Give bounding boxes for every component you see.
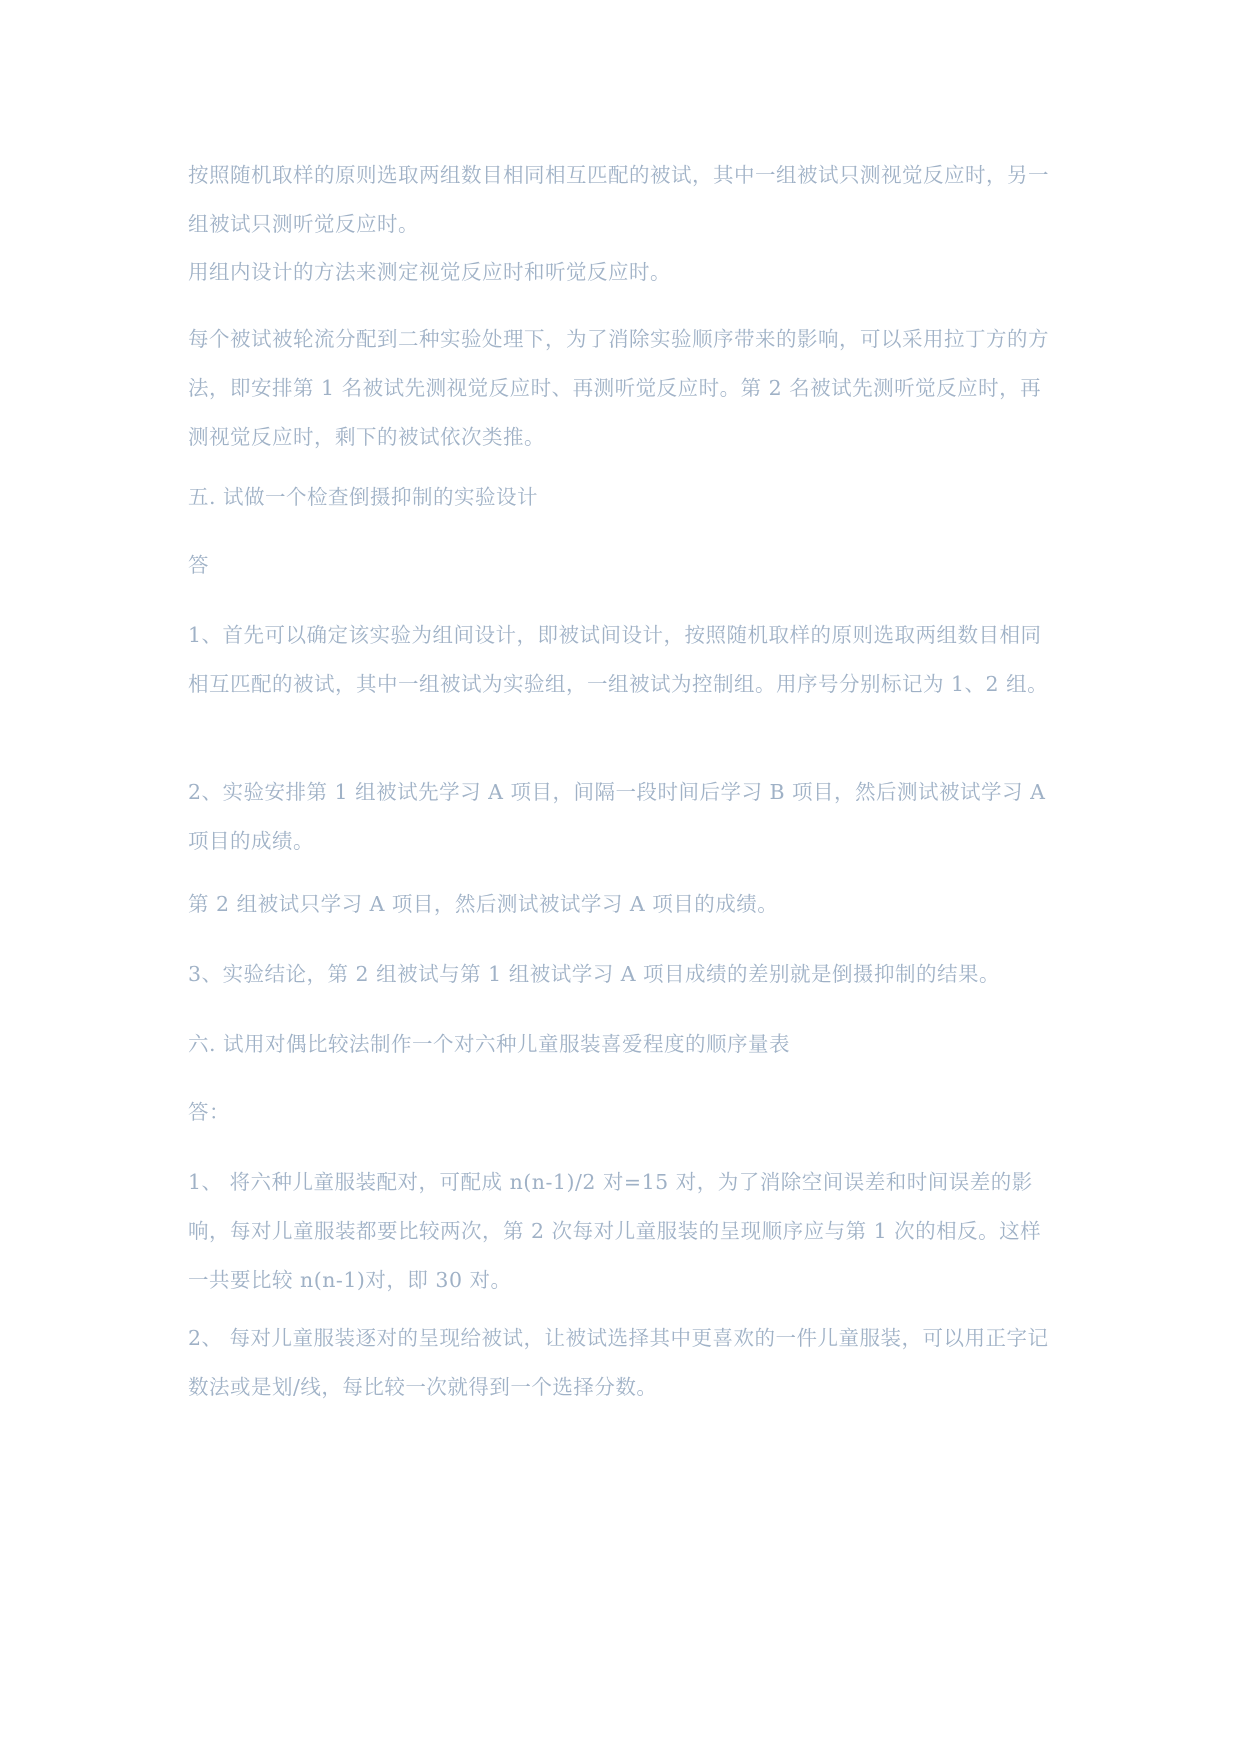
paragraph-step-one-five: 1、首先可以确定该实验为组间设计，即被试间设计，按照随机取样的原则选取两组数目相同相互匹配的被试，其中一组被试为实验组，一组被试为控制组。用序号分别标记为 1、2 组。	[188, 623, 1049, 696]
heading-question-six: 六. 试用对偶比较法制作一个对六种儿童服装喜爱程度的顺序量表	[188, 1032, 791, 1056]
paragraph-latin-square: 每个被试被轮流分配到二种实验处理下，为了消除实验顺序带来的影响，可以采用拉丁方的方法，即安排第 1 名被试先测视觉反应时、再测听觉反应时。第 2 名被试先测听觉反应时，再测视觉反应时，剩下的被试依次类推。	[188, 327, 1049, 449]
paragraph-step-one-six: 1、 将六种儿童服装配对，可配成 n(n-1)/2 对=15 对，为了消除空间误差和时间误差的影响，每对儿童服装都要比较两次，第 2 次每对儿童服装的呈现顺序应与第 1 次的相反。这样一共要比较 n(n-1)对，即 30 对。	[188, 1170, 1042, 1292]
heading-question-five: 五. 试做一个检查倒摄抑制的实验设计	[188, 485, 539, 509]
answer-label-six: 答：	[188, 1100, 230, 1124]
paragraph-step-two-six: 2、 每对儿童服装逐对的呈现给被试，让被试选择其中更喜欢的一件儿童服装，可以用正字记数法或是划/线，每比较一次就得到一个选择分数。	[188, 1326, 1049, 1399]
answer-label-five: 答	[188, 553, 209, 577]
paragraph-between-groups-design: 按照随机取样的原则选取两组数目相同相互匹配的被试，其中一组被试只测视觉反应时，另一组被试只测听觉反应时。	[188, 163, 1049, 236]
paragraph-step-two-five: 2、实验安排第 1 组被试先学习 A 项目，间隔一段时间后学习 B 项目，然后测试被试学习 A 项目的成绩。	[188, 780, 1046, 853]
paragraph-within-groups-design: 用组内设计的方法来测定视觉反应时和听觉反应时。	[188, 260, 671, 284]
paragraph-conclusion-five: 3、实验结论，第 2 组被试与第 1 组被试学习 A 项目成绩的差别就是倒摄抑制的结果。	[188, 962, 1001, 986]
paragraph-group-two: 第 2 组被试只学习 A 项目，然后测试被试学习 A 项目的成绩。	[188, 892, 779, 916]
